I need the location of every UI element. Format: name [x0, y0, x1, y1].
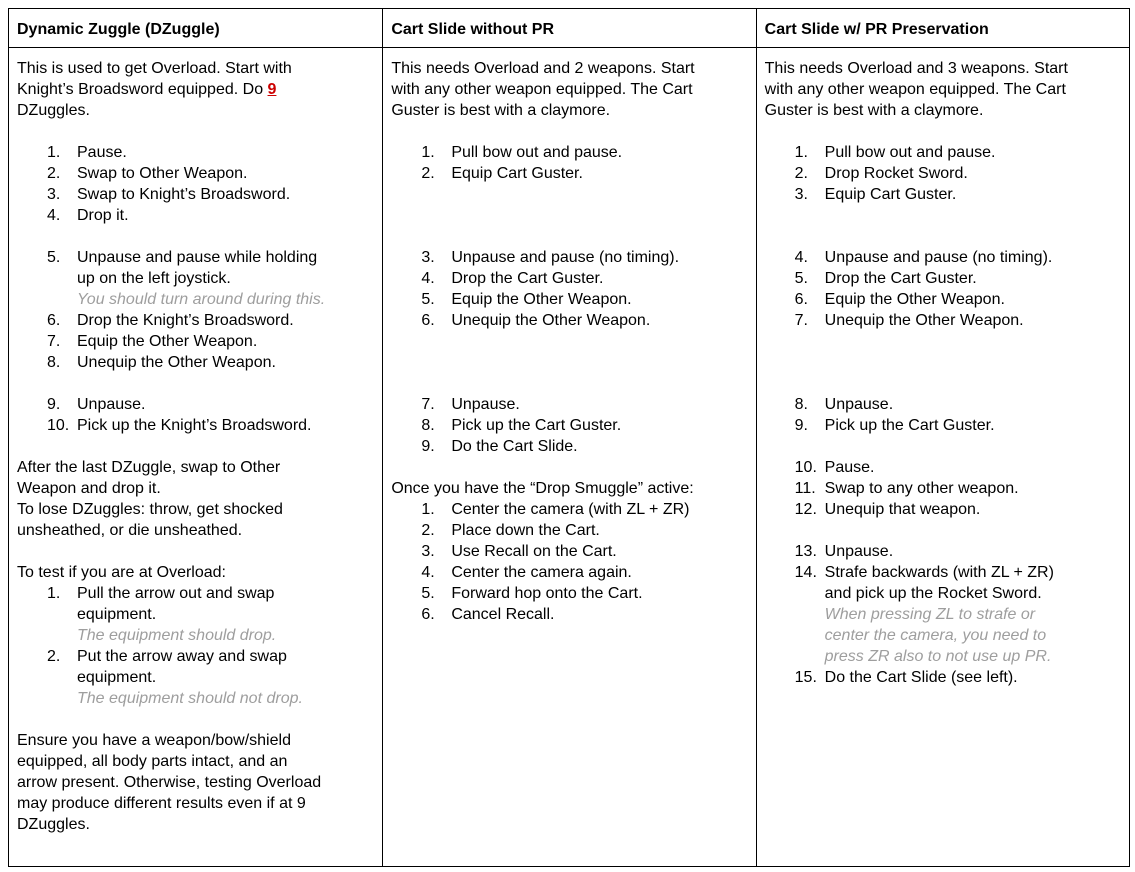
intro-line: This needs Overload and 3 weapons. Start [764, 60, 1068, 77]
list-item-continued: up on the left joystick. [77, 270, 231, 287]
intro-line: DZuggles. [17, 102, 90, 119]
intro-line: This needs Overload and 2 weapons. Start [391, 60, 695, 77]
paragraph-line: To lose DZuggles: throw, get shocked [17, 501, 283, 518]
list-note: press ZR also to not use up PR. [824, 648, 1052, 665]
intro-line: Guster is best with a claymore. [391, 102, 611, 119]
list-note: The equipment should drop. [77, 627, 277, 644]
smuggle-title: Once you have the “Drop Smuggle” active: [391, 480, 694, 497]
list-note: The equipment should not drop. [77, 690, 303, 707]
paragraph-line: After the last DZuggle, swap to Other [17, 459, 281, 476]
paragraph-line: DZuggles. [17, 816, 90, 833]
column-header: Cart Slide without PR [383, 9, 755, 48]
list-item-continued: and pick up the Rocket Sword. [824, 585, 1042, 602]
paragraph-line: Ensure you have a weapon/bow/shield [17, 732, 291, 749]
intro-line: Guster is best with a claymore. [764, 102, 984, 119]
intro-line: with any other weapon equipped. The Cart [391, 81, 693, 98]
paragraph-line: Weapon and drop it. [17, 480, 161, 497]
paragraph-line: may produce different results even if at 9 [17, 795, 306, 812]
document-table [8, 8, 1130, 867]
list-item-continued: equipment. [77, 606, 157, 623]
column-dynamic-zuggle: Dynamic Zuggle (DZuggle) This is used to get Overload. Start with Knight’s Broadsword equipped. Do 9 DZuggles. 1. Pause. 2. Swap to Other Weapon. 3. Swap to Knight’s Broadsword. 4. Drop it. 5. Unpause and pause while holding up on the left joystick. You should turn around during this. 6. Drop the Knight’s Broadsword. 7. Equip the Other Weapon. 8. Unequip the Other Weapon. 9. Unpause. 10. Pick up the Knight’s Broadsword. After the last DZuggle, swap to Other Weapon and drop it. To lose DZuggles: throw, get shocked unsheathed, or die unsheathed. To test if you are at Overload: 1. Pull the arrow out and swap equipment. The equipment should drop. 2. Put the arrow away and swap equipment. The equipment should not drop. Ensure you have a weapon/bow/shield equipped, all body parts intact, and an arrow present. Otherwise, testing Overload may produce different results even if at 9 DZuggles. [9, 9, 382, 866]
paragraph-line: equipped, all body parts intact, and an [17, 753, 288, 770]
paragraph-line: unsheathed, or die unsheathed. [17, 522, 243, 539]
list-note: When pressing ZL to strafe or [824, 606, 1036, 623]
column-header: Dynamic Zuggle (DZuggle) [9, 9, 382, 48]
dzuggle-count: 9 [267, 81, 277, 98]
list-note: You should turn around during this. [77, 291, 326, 308]
list-item-continued: equipment. [77, 669, 157, 686]
paragraph-line: arrow present. Otherwise, testing Overload [17, 774, 322, 791]
intro-line: This is used to get Overload. Start with [17, 60, 292, 77]
list-note: center the camera, you need to [824, 627, 1047, 644]
intro-line: Knight’s Broadsword equipped. Do 9 [17, 81, 277, 98]
intro-line: with any other weapon equipped. The Cart [764, 81, 1066, 98]
column-header: Cart Slide w/ PR Preservation [757, 9, 1129, 48]
test-title: To test if you are at Overload: [17, 564, 226, 581]
column-cart-slide-pr-preservation: Cart Slide w/ PR Preservation This needs Overload and 3 weapons. Start with any other weapon equipped. The Cart Guster is best with a claymore. 1. Pull bow out and pause. 2. Drop Rocket Sword. 3. Equip Cart Guster. 4. Unpause and pause (no timing). 5. Drop the Cart Guster. 6. Equip the Other Weapon. 7. Unequip the Other Weapon. 8. Unpause. 9. Pick up the Cart Guster. 10. Pause. 11. Swap to any other weapon. 12. Unequip that weapon. 13. Unpause. 14. Strafe backwards (with ZL + ZR) and pick up the Rocket Sword. When pressing ZL to strafe or center the camera, you need to press ZR also to not use up PR. 15. Do the Cart Slide (see left). [756, 9, 1129, 866]
column-cart-slide-without-pr: Cart Slide without PR This needs Overload and 2 weapons. Start with any other weapon equipped. The Cart Guster is best with a claymore. 1. Pull bow out and pause. 2. Equip Cart Guster. 3. Unpause and pause (no timing). 4. Drop the Cart Guster. 5. Equip the Other Weapon. 6. Unequip the Other Weapon. 7. Unpause. 8. Pick up the Cart Guster. 9. Do the Cart Slide. Once you have the “Drop Smuggle” active: 1. Center the camera (with ZL + ZR) 2. Place down the Cart. 3. Use Recall on the Cart. 4. Center the camera again. 5. Forward hop onto the Cart. 6. Cancel Recall. [382, 9, 755, 866]
